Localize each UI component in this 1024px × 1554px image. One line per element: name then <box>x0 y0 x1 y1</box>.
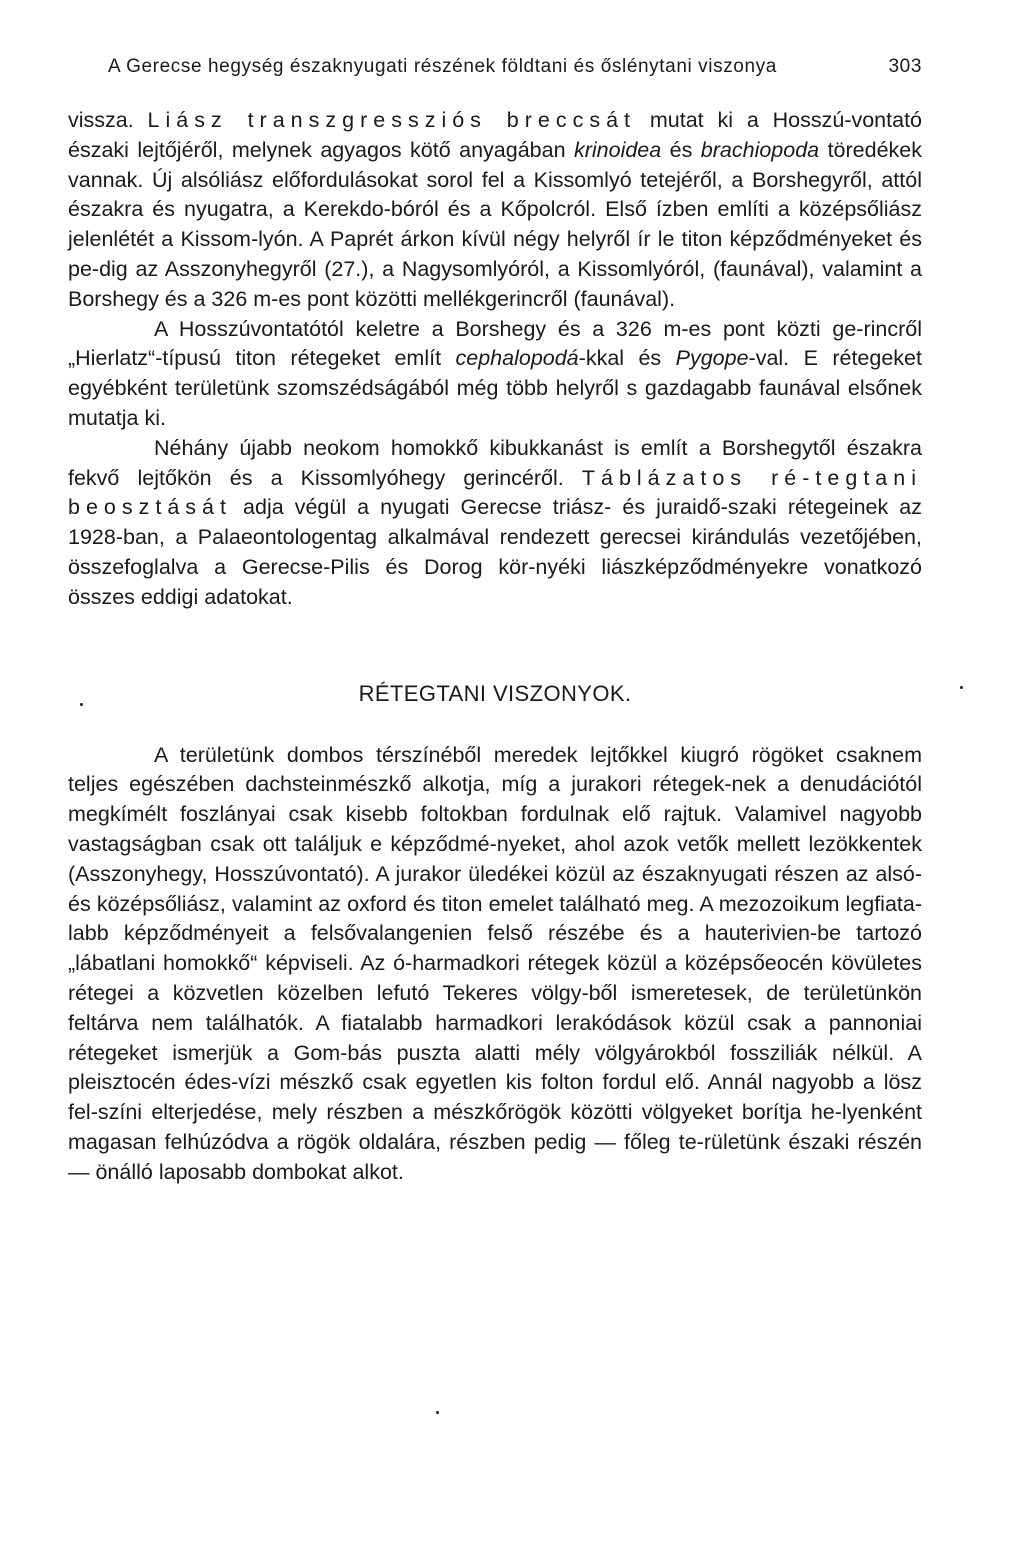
p2-text-a: A Hosszúvontatótól keletre a Borshegy és a 326 m-es pont közti ge-rincről „Hierlatz“-típusú titon rétegeket említ <box>68 316 922 371</box>
p1-text-d: töredékek vannak. Új alsóliász előfordulásokat sorol fel a Kissomlyó tetejéről, a Borshegyről, attól északra és nyugatra, a Kerekdo-bóról és a Kőpolcról. Első ízben említi a középsőliász jelenlétét a Kissom-lyón. A Paprét árkon kívül négy helyről ír le titon képződményeket és pe-dig az Asszonyhegyről (27.), a Nagysomlyóról, a Kissomlyóról, (faunával), valamint a Borshegy és a 326 m-es pont közötti mellékgerincről (faunával). <box>68 137 923 311</box>
running-header <box>68 54 922 80</box>
p3-text-b: adja végül a nyugati Gerecse triász- és juraidő-szaki rétegeinek az 1928-ban, a Palaeontologentag alkalmával rendezett gerecsei kirándulás vezetőjében, összefoglalva a Gerecse-Pilis és Dorog kör-nyéki liászképződményekre vonatkozó összes eddigi adatokat. <box>68 495 922 609</box>
section-title: RÉTEGTANI VISZONYOK. <box>358 680 632 706</box>
p2-text-c: -val. E rétegeket egyébként területünk szomszédságából még több helyről s gazdagabb faunával elsőnek mutatja ki. <box>68 346 922 430</box>
p1-text-a: vissza. <box>68 108 148 132</box>
p1-spaced-term: Liász transzgressziós breccsát <box>147 108 637 132</box>
p1-text-c: és <box>661 137 701 162</box>
page-number: 303 <box>888 56 922 77</box>
paragraph-4: A területünk dombos térszínéből meredek lejtőkkel kiugró rögöket csaknem teljes egészében dachsteinmészkő alkotja, míg a jurakori rétegek-nek a denudációtól megkímélt foszlányai csak kisebb foltokban fordulnak elő rajtuk. Valamivel nagyobb vastagságban csak ott találjuk e képződmé-nyeket, ahol azok vetők mellett lezökkentek (Asszonyhegy, Hosszúvontató). A jurakor üledékei közül az északnyugati részen az alsó- és középsőliász, valamint az oxford és titon emelet található meg. A mezozoikum legfiata-labb képződményeit a felsővalangenien felső részébe és a hauterivien-be tartozó „lábatlani homokkő“ képviseli. Az ó-harmadkori rétegek közül a középsőeocén kövületes rétegei a közvetlen közelben lefutó Tekeres völgy-ből ismeretesek, de területünkön feltárva nem találhatók. A fiatalabb harmadkori lerakódások közül csak a pannoniai rétegeket ismerjük a Gom-bás puszta alatti mély völgyárokból fossziliák nélkül. A pleisztocén édes-vízi mészkő csak egyetlen kis folton fordul elő. Annál nagyobb a lösz fel-színi elterjedése, mely részben a mészkőrögök közötti völgyeket borítja he-lyenként magasan felhúzódva a rögök oldalára, részben pedig — főleg te-rületünk északi részén — önálló laposabb dombokat alkot. <box>68 742 922 1184</box>
p3-spaced-term: Táblázatos ré-tegtani beosztását <box>68 465 922 520</box>
p2-italic-pygope: Pygope <box>675 346 749 371</box>
p3-text-a: Néhány újabb neokom homokkő kibukkanást is említ a Borshegytől északra fekvő lejtőkön és a Kissomlyóhegy gerincéről. <box>68 435 922 490</box>
page <box>68 54 922 1188</box>
print-speck <box>80 703 83 706</box>
p1-text-b: mutat ki a Hosszú-vontató északi lejtőjéről, melynek agyagos kötő anyagában <box>68 108 923 162</box>
p2-italic-cephalopoda: cephalopodá <box>455 346 579 371</box>
p1-italic-brachiopoda: brachiopoda <box>700 137 820 162</box>
paragraph-1 <box>68 106 922 315</box>
print-speck <box>960 686 963 689</box>
paragraph-3 <box>68 434 922 613</box>
print-speck <box>436 1411 439 1414</box>
p1-italic-krinoidea: krinoidea <box>573 137 662 162</box>
paragraph-2 <box>68 315 922 434</box>
running-title: A Gerecse hegység északnyugati részének földtani és őslénytani viszonya <box>108 56 777 77</box>
p2-text-b: -kkal és <box>578 346 676 371</box>
body-text <box>68 106 922 1188</box>
